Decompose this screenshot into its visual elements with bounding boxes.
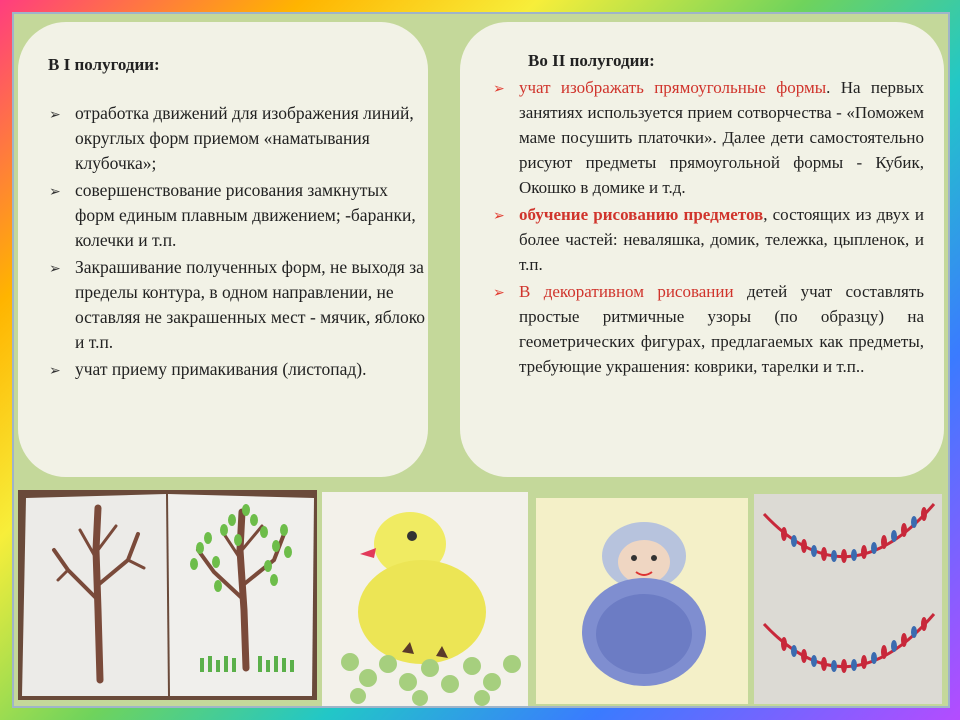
second-half-list xyxy=(492,75,924,379)
arrowhead-bullet-icon: ➢ xyxy=(493,81,505,97)
arrowhead-bullet-icon: ➢ xyxy=(49,184,61,200)
list-item: ➢ обучение рисованию предметов, состоящих из двух и более частей: неваляшка, домик, тележка, цыпленок, и т.п. xyxy=(493,205,924,274)
second-half-heading: Во II полугодии: xyxy=(528,51,655,70)
first-half-list xyxy=(48,101,428,382)
list-item: ➢ совершенствование рисования замкнутых форм единым плавным движением; -баранки, колечки и т.п. xyxy=(49,180,416,250)
first-half-heading: В I полугодии: xyxy=(48,55,160,74)
roly-poly-doll-photo xyxy=(536,498,748,704)
arrowhead-bullet-icon: ➢ xyxy=(49,107,61,123)
tree-drawings-photo xyxy=(18,490,317,700)
arrowhead-bullet-icon: ➢ xyxy=(493,208,505,224)
right-panel-content xyxy=(492,48,924,381)
list-item: ➢ учат приему примакивания (листопад). xyxy=(48,357,428,382)
list-item: ➢ Закрашивание полученных форм, не выходя за пределы контура, в одном направлении, не оставляя не закрашенных мест - мячик, яблоко и т.п. xyxy=(49,257,426,352)
list-item: ➢ В декоративном рисовании детей учат составлять простые ритмичные узоры (по образцу) на геометрических фигурах, предлагаемых как предметы, требующие украшения: коврики, тарелки и т.п.. xyxy=(493,282,924,376)
list-item: ➢ учат изображать прямоугольные формы. На первых занятиях используется прием сотворчества - «Поможем маме посушить платочки». Далее дети самостоятельно рисуют предметы прямоугольной формы - Кубик, Окошко в домике и т.д. xyxy=(493,78,924,197)
arrowhead-bullet-icon: ➢ xyxy=(493,285,505,301)
list-item: ➢ отработка движений для изображения линий, округлых форм приемом «наматывания клубочка»; xyxy=(49,103,414,173)
left-panel-content xyxy=(48,52,428,384)
chick-drawing-photo xyxy=(322,492,528,706)
arrowhead-bullet-icon: ➢ xyxy=(49,363,61,379)
decorative-garland-photo xyxy=(754,494,942,704)
arrowhead-bullet-icon: ➢ xyxy=(49,261,61,277)
